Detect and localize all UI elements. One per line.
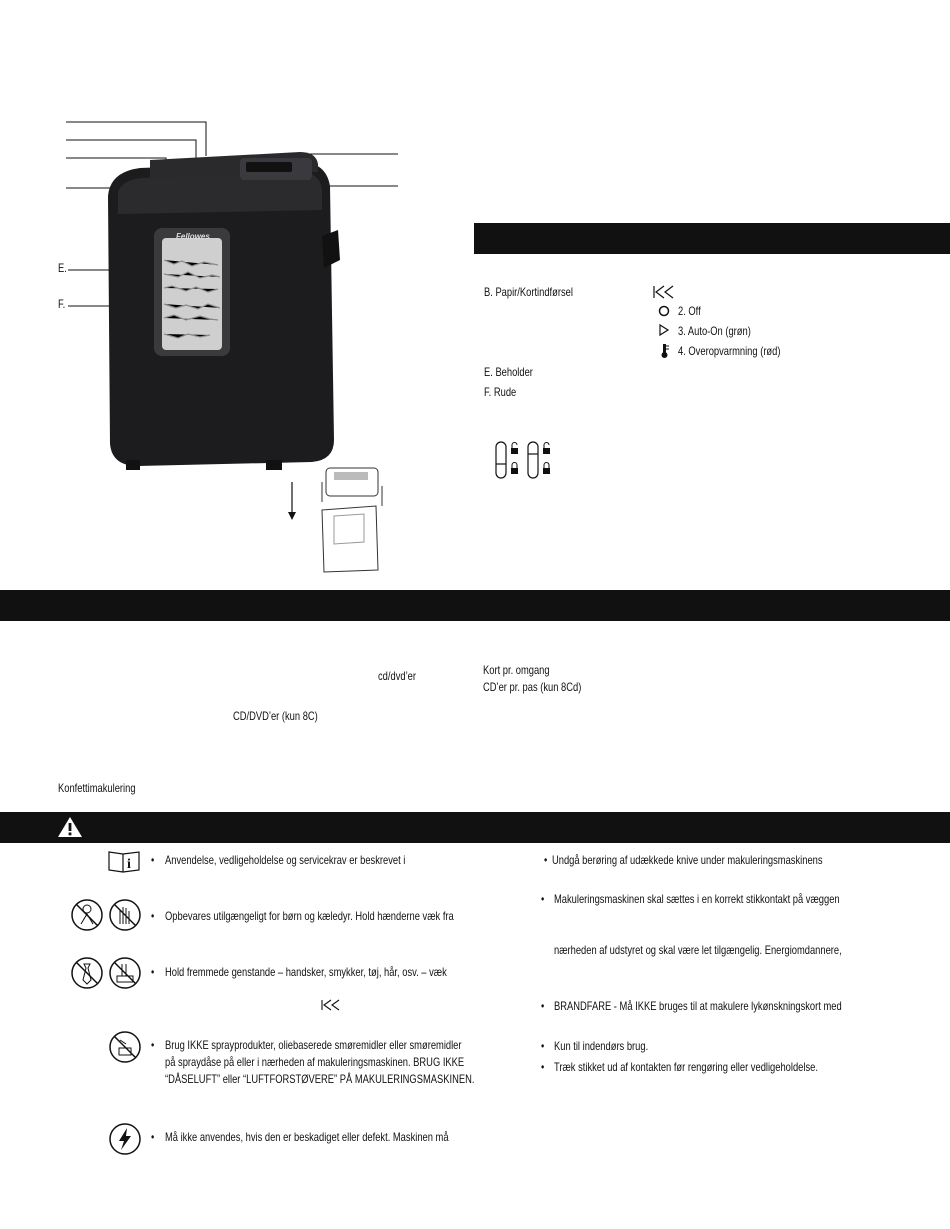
safety-bullet: • [151, 965, 155, 979]
safety-right-5: Kun til indendørs brug. [554, 1039, 649, 1053]
spec-cd-8cd: CD’er pr. pas (kun 8Cd) [483, 680, 582, 694]
mode-auto-on: 3. Auto-On (grøn) [678, 324, 751, 338]
mode-overheat: 4. Overopvarmning (rød) [678, 344, 781, 358]
electrical-hazard-icon [108, 1122, 142, 1156]
bin-lock-icon [492, 438, 556, 482]
safety-right-1: Undgå berøring af udækkede knive under makuleringsmaskinens [552, 853, 823, 867]
part-f: F. Rude [484, 385, 517, 399]
reverse-icon-small [320, 999, 342, 1011]
reverse-icon [652, 285, 676, 299]
safety-left-1: Anvendelse, vedligeholdelse og servicekrav er beskrevet i [165, 853, 406, 867]
safety-bullet: • [151, 1038, 155, 1052]
part-b: B. Papir/Kortindførsel [484, 285, 573, 299]
safety-right-2: Makuleringsmaskinen skal sættes i en korrekt stikkontakt på væggen [554, 892, 840, 906]
no-hands-icon [108, 898, 142, 932]
brand-logo: Fellowes [176, 232, 210, 241]
no-tie-icon [70, 956, 104, 990]
parts-header-bar [474, 223, 950, 254]
safety-bullet: • [541, 1039, 545, 1053]
specs-header-bar [0, 590, 950, 621]
off-icon [658, 305, 670, 317]
spec-cd: cd/dvd’er [378, 669, 416, 683]
warning-icon [56, 815, 84, 839]
svg-text:i: i [127, 857, 131, 872]
safety-left-5: på spraydåse på eller i nærheden af makuleringsmaskinen. BRUG IKKE [165, 1055, 465, 1069]
safety-bullet: • [541, 892, 545, 906]
safety-left-7: Må ikke anvendes, hvis den er beskadiget eller defekt. Maskinen må [165, 1130, 449, 1144]
safety-bullet: • [541, 1060, 545, 1074]
manual-icon [107, 850, 141, 874]
auto-on-icon [658, 323, 670, 337]
spec-confetti: Konfettimakulering [58, 781, 136, 795]
label-e: E. [58, 261, 67, 275]
safety-left-4: Brug IKKE sprayprodukter, oliebaserede smøremidler eller smøremidler [165, 1038, 462, 1052]
safety-right-6: Træk stikket ud af kontakten før rengøring eller vedligeholdelse. [554, 1060, 818, 1074]
safety-header-bar [0, 812, 950, 843]
safety-right-4: BRANDFARE - Må IKKE bruges til at makulere lykønskningskort med [554, 999, 842, 1013]
part-e: E. Beholder [484, 365, 533, 379]
safety-right-3: nærheden af udstyret og skal være let tilgængelig. Energiomdannere, [554, 943, 842, 957]
label-f: F. [58, 297, 66, 311]
no-hair-icon [108, 956, 142, 990]
safety-left-3: Hold fremmede genstande – handsker, smykker, tøj, hår, osv. – væk [165, 965, 447, 979]
no-children-icon [70, 898, 104, 932]
safety-left-6: “DÅSELUFT” eller “LUFTFORSTØVERE” PÅ MAKULERINGSMASKINEN. [165, 1072, 475, 1086]
overheat-icon [660, 343, 670, 359]
shredder-illustration [0, 110, 470, 580]
no-spray-icon [108, 1030, 142, 1064]
spec-cards: Kort pr. omgang [483, 663, 550, 677]
safety-bullet: • [151, 1130, 155, 1144]
safety-bullet: • [544, 853, 548, 867]
spec-cd-8c: CD/DVD’er (kun 8C) [233, 709, 318, 723]
safety-bullet: • [151, 909, 155, 923]
safety-bullet: • [151, 853, 155, 867]
mode-off: 2. Off [678, 304, 701, 318]
safety-bullet: • [541, 999, 545, 1013]
safety-left-2: Opbevares utilgængeligt for børn og kæledyr. Hold hænderne væk fra [165, 909, 454, 923]
